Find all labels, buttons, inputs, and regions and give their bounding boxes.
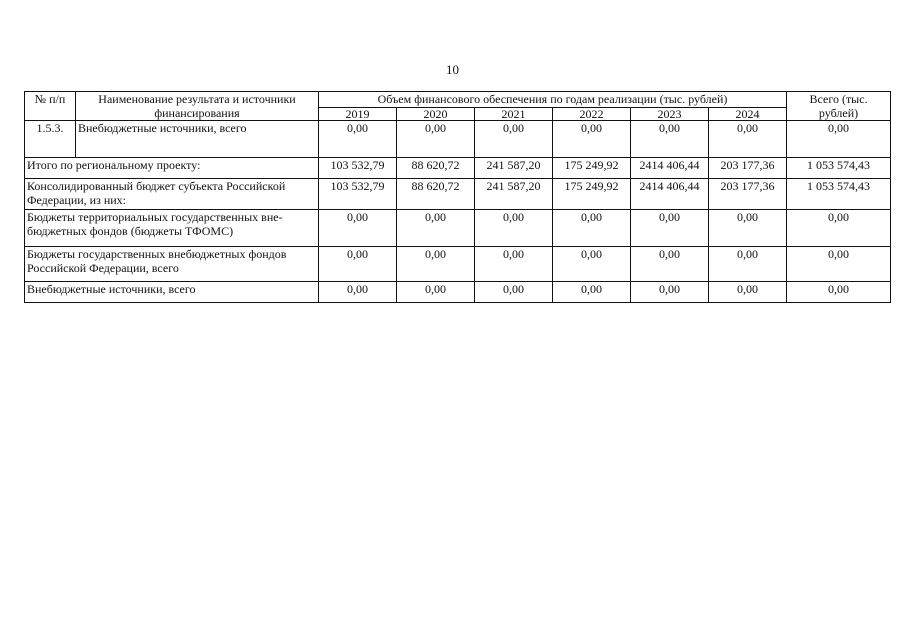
table-row bbox=[25, 282, 891, 303]
value-cell: 0,00 bbox=[397, 282, 475, 303]
page-number: 10 bbox=[446, 62, 459, 77]
row-name: Консолидированный бюджет субъекта Российской Федерации, из них: bbox=[25, 179, 319, 210]
value-cell: 0,00 bbox=[709, 210, 787, 247]
table-row bbox=[25, 210, 891, 247]
value-cell: 241 587,20 bbox=[475, 179, 553, 210]
total-cell: 0,00 bbox=[787, 282, 891, 303]
value-cell: 0,00 bbox=[397, 210, 475, 247]
value-cell: 0,00 bbox=[319, 121, 397, 158]
value-cell: 241 587,20 bbox=[475, 158, 553, 179]
value-cell: 0,00 bbox=[631, 282, 709, 303]
value-cell: 88 620,72 bbox=[397, 158, 475, 179]
value-cell: 0,00 bbox=[553, 247, 631, 282]
total-cell: 0,00 bbox=[787, 247, 891, 282]
financing-table bbox=[24, 91, 891, 303]
header-year: 2023 bbox=[631, 108, 709, 121]
value-cell: 0,00 bbox=[631, 247, 709, 282]
value-cell: 0,00 bbox=[397, 247, 475, 282]
header-year: 2020 bbox=[397, 108, 475, 121]
value-cell: 175 249,92 bbox=[553, 179, 631, 210]
value-cell: 0,00 bbox=[631, 121, 709, 158]
value-cell: 0,00 bbox=[553, 210, 631, 247]
header-total: Всего (тыс. рублей) bbox=[787, 92, 891, 121]
header-years-group: Объем финансового обеспечения по годам реализации (тыс. рублей) bbox=[319, 92, 787, 108]
value-cell: 0,00 bbox=[709, 282, 787, 303]
value-cell: 0,00 bbox=[553, 282, 631, 303]
table-row bbox=[25, 247, 891, 282]
value-cell: 0,00 bbox=[709, 247, 787, 282]
value-cell: 0,00 bbox=[475, 247, 553, 282]
value-cell: 88 620,72 bbox=[397, 179, 475, 210]
total-cell: 1 053 574,43 bbox=[787, 158, 891, 179]
table-row bbox=[25, 121, 891, 158]
value-cell: 0,00 bbox=[631, 210, 709, 247]
value-cell: 0,00 bbox=[319, 282, 397, 303]
header-name: Наименование результата и источники финансирования bbox=[76, 92, 319, 121]
row-name: Итого по региональному проекту: bbox=[25, 158, 319, 179]
value-cell: 2414 406,44 bbox=[631, 179, 709, 210]
header-year: 2021 bbox=[475, 108, 553, 121]
value-cell: 0,00 bbox=[709, 121, 787, 158]
row-name: Бюджеты государственных внебюджетных фондов Российской Федерации, всего bbox=[25, 247, 319, 282]
row-name: Внебюджетные источники, всего bbox=[76, 121, 319, 158]
value-cell: 0,00 bbox=[475, 121, 553, 158]
header-year: 2019 bbox=[319, 108, 397, 121]
value-cell: 0,00 bbox=[475, 210, 553, 247]
value-cell: 0,00 bbox=[397, 121, 475, 158]
value-cell: 2414 406,44 bbox=[631, 158, 709, 179]
row-name: Бюджеты территориальных государственных вне-бюджетных фондов (бюджеты ТФОМС) bbox=[25, 210, 319, 247]
total-cell: 0,00 bbox=[787, 121, 891, 158]
value-cell: 103 532,79 bbox=[319, 179, 397, 210]
value-cell: 0,00 bbox=[553, 121, 631, 158]
value-cell: 203 177,36 bbox=[709, 179, 787, 210]
value-cell: 175 249,92 bbox=[553, 158, 631, 179]
header-num: № п/п bbox=[25, 92, 76, 121]
table-header-row bbox=[25, 92, 891, 108]
total-cell: 0,00 bbox=[787, 210, 891, 247]
value-cell: 0,00 bbox=[319, 210, 397, 247]
header-year: 2022 bbox=[553, 108, 631, 121]
value-cell: 0,00 bbox=[319, 247, 397, 282]
value-cell: 203 177,36 bbox=[709, 158, 787, 179]
header-year: 2024 bbox=[709, 108, 787, 121]
table-row bbox=[25, 179, 891, 210]
row-number: 1.5.3. bbox=[25, 121, 76, 158]
value-cell: 0,00 bbox=[475, 282, 553, 303]
value-cell: 103 532,79 bbox=[319, 158, 397, 179]
table-row bbox=[25, 158, 891, 179]
row-name: Внебюджетные источники, всего bbox=[25, 282, 319, 303]
total-cell: 1 053 574,43 bbox=[787, 179, 891, 210]
